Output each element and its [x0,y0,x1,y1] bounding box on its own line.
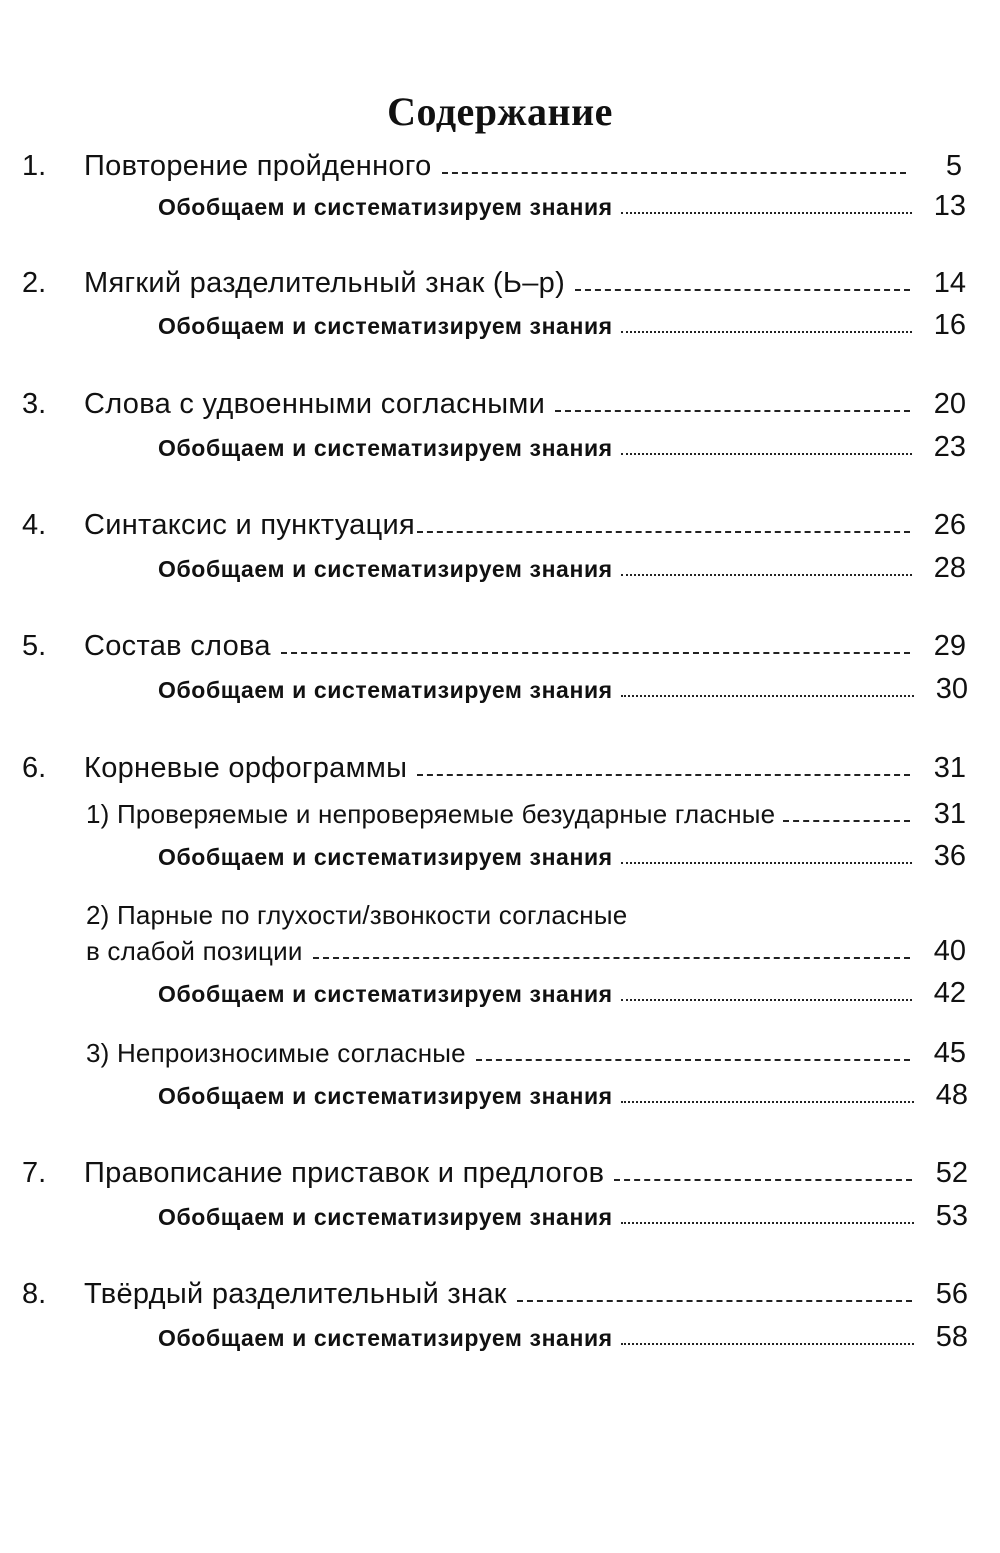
entry-page: 52 [935,1157,968,1189]
generalization-page: 23 [933,431,966,463]
entry-number: 4. [22,509,47,541]
toc-entry[interactable] [0,267,1000,307]
dot-leader [614,1179,912,1181]
toc-subentry[interactable] [0,935,1000,975]
dot-leader [555,410,910,412]
toc-entry[interactable] [0,150,1000,190]
dot-leader [476,1059,910,1061]
entry-number: 8. [22,1278,47,1310]
dot-leader [621,331,912,333]
toc-subentry[interactable] [0,798,1000,838]
generalization-page: 16 [933,309,966,341]
entry-label: Синтаксис и пунктуация [84,509,416,541]
toc-generalization[interactable] [0,190,1000,230]
dot-leader [442,172,906,174]
dot-leader [621,574,912,576]
generalization-label: Обобщаем и систематизируем знания [158,435,613,461]
generalization-page: 42 [933,977,966,1009]
entry-number: 2. [22,267,47,299]
dot-leader [783,820,910,822]
toc-entry[interactable] [0,1278,1000,1318]
generalization-page: 30 [935,673,968,705]
generalization-label: Обобщаем и систематизируем знания [158,556,613,582]
toc-subentry-line [0,900,1000,940]
toc-generalization[interactable] [0,1079,1000,1119]
toc-generalization[interactable] [0,552,1000,592]
entry-page: 14 [933,267,966,299]
toc-entry[interactable] [0,630,1000,670]
dot-leader [621,212,912,214]
entry-label: Слова с удвоенными согласными [84,388,546,420]
generalization-label: Обобщаем и систематизируем знания [158,1204,613,1230]
toc-entry[interactable] [0,388,1000,428]
generalization-page: 48 [935,1079,968,1111]
subentry-label-line1: 2) Парные по глухости/звонкости согласные [86,900,628,930]
entry-page: 26 [933,509,966,541]
dot-leader [281,652,910,654]
dot-leader [313,957,910,959]
toc-generalization[interactable] [0,840,1000,880]
subentry-page: 45 [933,1037,966,1069]
generalization-label: Обобщаем и систематизируем знания [158,1083,613,1109]
generalization-page: 28 [933,552,966,584]
toc-entry[interactable] [0,752,1000,792]
entry-number: 5. [22,630,47,662]
entry-page: 20 [933,388,966,420]
entry-page: 56 [935,1278,968,1310]
generalization-label: Обобщаем и систематизируем знания [158,844,613,870]
generalization-label: Обобщаем и систематизируем знания [158,677,613,703]
entry-label: Правописание приставок и предлогов [84,1157,605,1189]
toc-entry[interactable] [0,1157,1000,1197]
dot-leader [621,695,914,697]
toc-generalization[interactable] [0,1200,1000,1240]
generalization-page: 58 [935,1321,968,1353]
entry-number: 7. [22,1157,47,1189]
toc-generalization[interactable] [0,309,1000,349]
entry-page: 31 [933,752,966,784]
generalization-page: 53 [935,1200,968,1232]
subentry-label: 1) Проверяемые и непроверяемые безударные гласные [86,799,776,829]
entry-number: 6. [22,752,47,784]
subentry-page: 40 [933,935,966,967]
entry-number: 3. [22,388,47,420]
generalization-label: Обобщаем и систематизируем знания [158,194,613,220]
subentry-label: 3) Непроизносимые согласные [86,1038,466,1068]
entry-label: Повторение пройденного [84,150,432,182]
generalization-label: Обобщаем и систематизируем знания [158,313,613,339]
entry-label: Корневые орфограммы [84,752,408,784]
dot-leader [621,862,912,864]
dot-leader [621,1101,914,1103]
dot-leader [417,774,910,776]
toc-generalization[interactable] [0,1321,1000,1361]
dot-leader [621,1343,914,1345]
toc-entry[interactable] [0,509,1000,549]
dot-leader [417,531,910,533]
page-title: Содержание [387,89,613,134]
dot-leader [575,289,910,291]
entry-label: Мягкий разделительный знак (Ь–р) [84,267,566,299]
entry-label: Состав слова [84,630,271,662]
generalization-page: 13 [933,190,966,222]
dot-leader [621,999,912,1001]
toc-subentry[interactable] [0,1037,1000,1077]
dot-leader [517,1300,912,1302]
generalization-label: Обобщаем и систематизируем знания [158,1325,613,1351]
dot-leader [621,1222,914,1224]
toc-generalization[interactable] [0,431,1000,471]
generalization-page: 36 [933,840,966,872]
dot-leader [621,453,912,455]
generalization-label: Обобщаем и систематизируем знания [158,981,613,1007]
entry-number: 1. [22,150,47,182]
entry-page: 29 [933,630,966,662]
subentry-page: 31 [933,798,966,830]
entry-page: 5 [945,150,962,182]
toc-generalization[interactable] [0,977,1000,1017]
subentry-label: в слабой позиции [86,936,303,966]
entry-label: Твёрдый разделительный знак [84,1278,507,1310]
toc-generalization[interactable] [0,673,1000,713]
